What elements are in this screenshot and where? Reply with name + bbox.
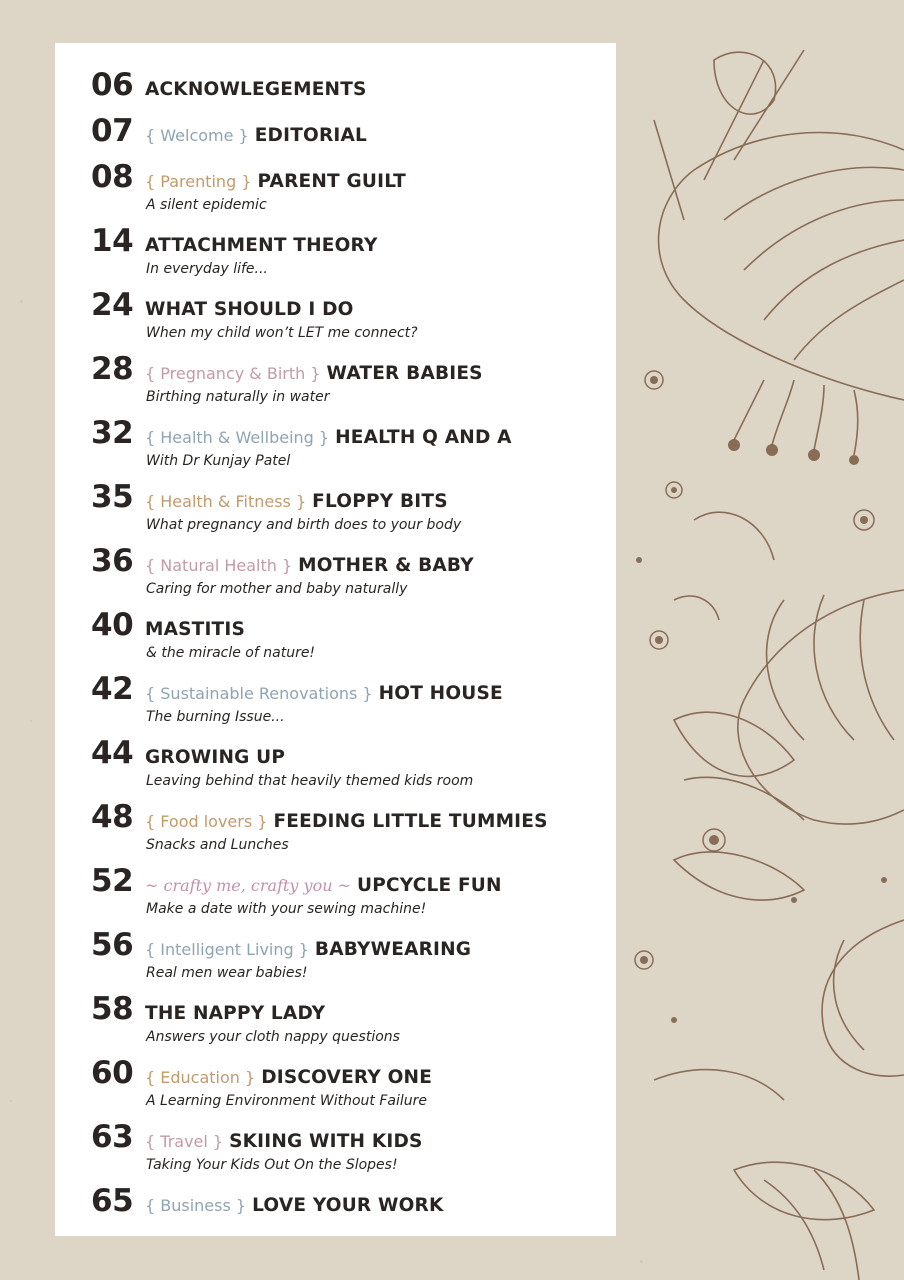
paper-speck	[30, 720, 32, 722]
toc-entry[interactable]	[91, 735, 473, 789]
paper-speck	[10, 1100, 12, 1102]
toc-entry[interactable]	[91, 799, 548, 853]
article-title: SKIING WITH KIDS	[229, 1131, 423, 1152]
toc-entry[interactable]	[91, 991, 400, 1045]
page-number: 14	[91, 223, 134, 259]
article-title: WHAT SHOULD I DO	[145, 299, 354, 320]
toc-entry[interactable]	[91, 607, 315, 661]
page-number: 08	[91, 159, 134, 195]
article-title: UPCYCLE FUN	[357, 875, 502, 896]
toc-entry[interactable]	[91, 113, 367, 149]
toc-entry[interactable]	[91, 1183, 444, 1219]
section-category: { Health & Wellbeing }	[145, 428, 330, 447]
page-number: 06	[91, 67, 134, 103]
article-title: PARENT GUILT	[257, 171, 406, 192]
page-number: 32	[91, 415, 134, 451]
toc-entry[interactable]	[91, 67, 367, 103]
article-subtitle: Leaving behind that heavily themed kids room	[146, 773, 474, 789]
article-title: FEEDING LITTLE TUMMIES	[273, 811, 548, 832]
section-category: { Pregnancy & Birth }	[145, 364, 321, 383]
toc-entry[interactable]	[91, 927, 471, 981]
page-number: 40	[91, 607, 134, 643]
page-number: 07	[91, 113, 134, 149]
section-category: { Natural Health }	[145, 556, 293, 575]
article-title: MOTHER & BABY	[298, 555, 474, 576]
article-subtitle: When my child won’t LET me connect?	[146, 325, 418, 341]
table-of-contents-panel	[55, 43, 616, 1236]
article-subtitle: A Learning Environment Without Failure	[146, 1093, 428, 1109]
article-subtitle: Taking Your Kids Out On the Slopes!	[146, 1157, 398, 1173]
article-subtitle: & the miracle of nature!	[146, 645, 316, 661]
page-number: 60	[91, 1055, 134, 1091]
section-category: { Parenting }	[145, 172, 252, 191]
page-number: 42	[91, 671, 134, 707]
section-category: { Travel }	[145, 1132, 224, 1151]
page-number: 58	[91, 991, 134, 1027]
section-category: { Business }	[145, 1196, 247, 1215]
toc-entry[interactable]	[91, 415, 512, 469]
article-title: BABYWEARING	[314, 939, 472, 960]
page-number: 36	[91, 543, 134, 579]
article-subtitle: Birthing naturally in water	[146, 389, 330, 405]
article-title: HEALTH Q AND A	[335, 427, 512, 448]
toc-entry[interactable]	[91, 671, 503, 725]
section-category: { Welcome }	[145, 126, 249, 145]
article-title: LOVE YOUR WORK	[252, 1195, 444, 1216]
toc-entry[interactable]	[91, 543, 474, 597]
toc-entry[interactable]	[91, 351, 483, 405]
article-subtitle: With Dr Kunjay Patel	[146, 453, 291, 469]
page-number: 24	[91, 287, 134, 323]
article-subtitle: In everyday life...	[146, 261, 268, 277]
page-number: 52	[91, 863, 134, 899]
article-title: THE NAPPY LADY	[145, 1003, 326, 1024]
article-title: DISCOVERY ONE	[261, 1067, 433, 1088]
article-title: ATTACHMENT THEORY	[145, 235, 378, 256]
article-title: GROWING UP	[145, 747, 286, 768]
page-number: 56	[91, 927, 134, 963]
article-title: HOT HOUSE	[378, 683, 503, 704]
toc-entry[interactable]	[91, 159, 406, 213]
article-subtitle: Snacks and Lunches	[146, 837, 289, 853]
article-title: ACKNOWLEGEMENTS	[145, 79, 367, 100]
article-subtitle: The burning Issue...	[146, 709, 285, 725]
page-number: 48	[91, 799, 134, 835]
page-number: 65	[91, 1183, 134, 1219]
section-category: { Food lovers }	[145, 812, 268, 831]
page-number: 28	[91, 351, 134, 387]
section-category: { Health & Fitness }	[145, 492, 307, 511]
toc-entry[interactable]	[91, 1055, 432, 1109]
section-category: { Intelligent Living }	[145, 940, 309, 959]
toc-entry[interactable]	[91, 287, 418, 341]
section-category: { Sustainable Renovations }	[145, 684, 373, 703]
floral-illustration	[614, 0, 904, 1280]
article-title: EDITORIAL	[254, 125, 367, 146]
article-subtitle: What pregnancy and birth does to your body	[146, 517, 462, 533]
article-subtitle: Answers your cloth nappy questions	[146, 1029, 400, 1045]
article-subtitle: Make a date with your sewing machine!	[146, 901, 427, 917]
section-category: { Education }	[145, 1068, 256, 1087]
toc-entry[interactable]	[91, 223, 378, 277]
article-subtitle: Real men wear babies!	[146, 965, 308, 981]
toc-entry[interactable]	[91, 1119, 423, 1173]
toc-entry[interactable]	[91, 863, 502, 917]
page-number: 35	[91, 479, 134, 515]
toc-entry[interactable]	[91, 479, 461, 533]
paper-speck	[20, 300, 23, 303]
page-number: 44	[91, 735, 134, 771]
article-title: WATER BABIES	[326, 363, 483, 384]
section-category: ~ crafty me, crafty you ~	[145, 876, 352, 895]
article-subtitle: Caring for mother and baby naturally	[146, 581, 408, 597]
page-number: 63	[91, 1119, 134, 1155]
article-subtitle: A silent epidemic	[146, 197, 267, 213]
article-title: MASTITIS	[145, 619, 245, 640]
article-title: FLOPPY BITS	[312, 491, 448, 512]
